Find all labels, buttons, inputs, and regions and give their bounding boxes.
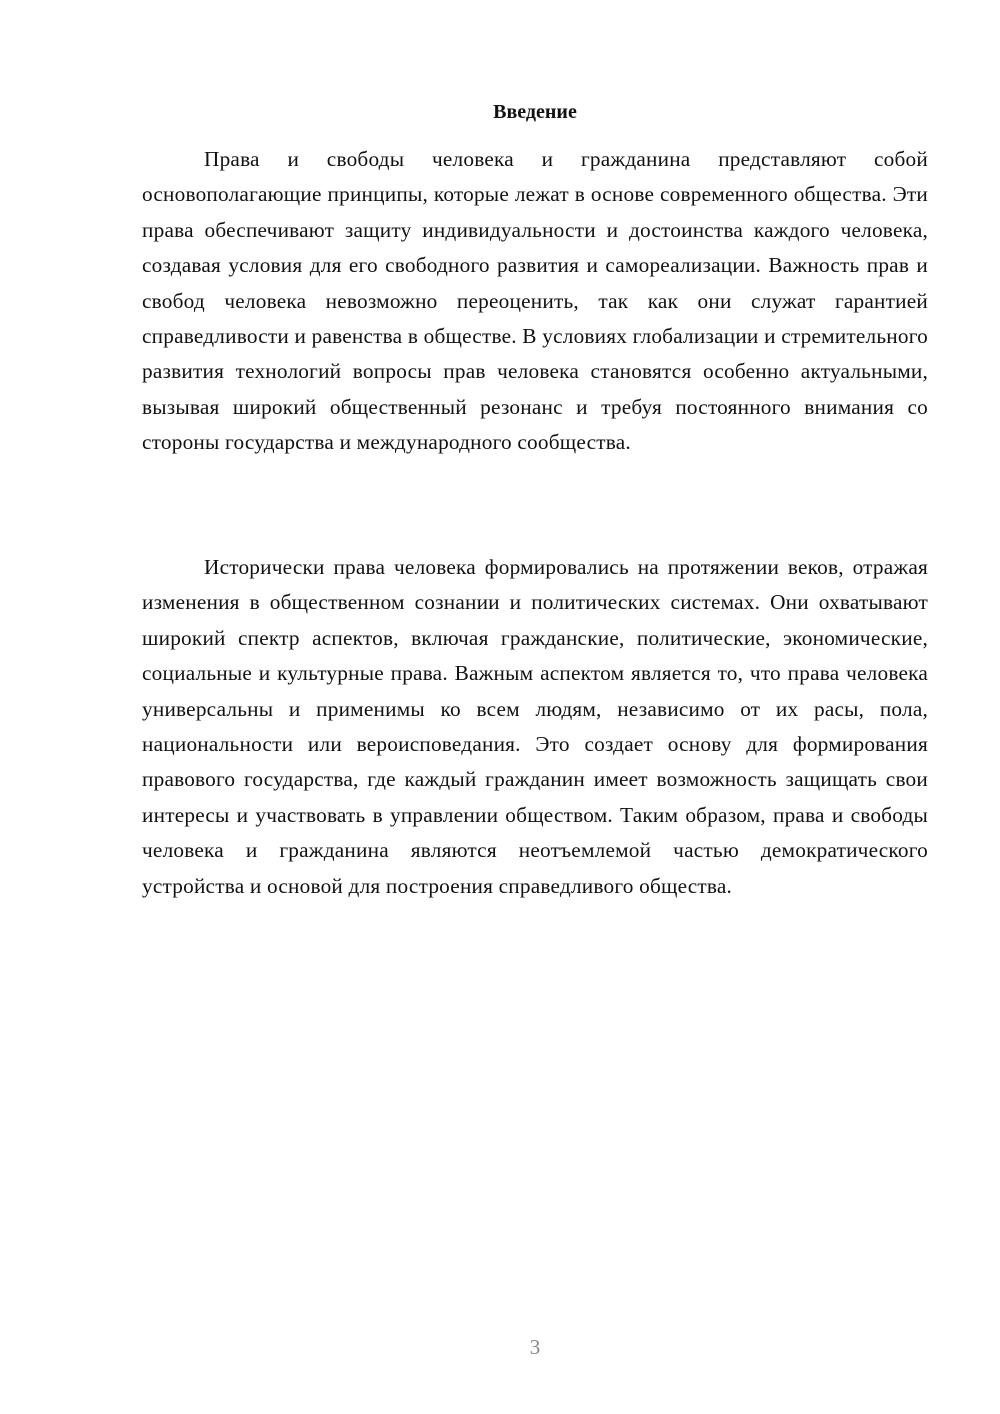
page-number: 3 xyxy=(529,1335,541,1359)
section-heading: Введение xyxy=(493,101,577,123)
body-paragraph: Исторически права человека формировались на протяжении веков, отражая изменения в общественном сознании и политических системах. Они охватывают широкий спектр аспектов, включая гражданские, политические, экономические, социальные и культурные права. Важным аспектом является то, что права человека универсальны и применимы ко всем людям, независимо от их расы, пола, национальности или вероисповедания. Это создает основу для формирования правового государства, где каждый гражданин имеет возможность защищать свои интересы и участвовать в управлении обществом. Таким образом, права и свободы человека и гражданина являются неотъемлемой частью демократического устройства и основой для построения справедливого общества. xyxy=(142,555,928,898)
body-paragraph: Права и свободы человека и гражданина представляют собой основополагающие принципы, которые лежат в основе современного общества. Эти права обеспечивают защиту индивидуальности и достоинства каждого человека, создавая условия для его свободного развития и самореализации. Важность прав и свобод человека невозможно переоценить, так как они служат гарантией справедливости и равенства в обществе. В условиях глобализации и стремительного развития технологий вопросы прав человека становятся особенно актуальными, вызывая широкий общественный резонанс и требуя постоянного внимания со стороны государства и международного сообщества. xyxy=(142,147,928,455)
